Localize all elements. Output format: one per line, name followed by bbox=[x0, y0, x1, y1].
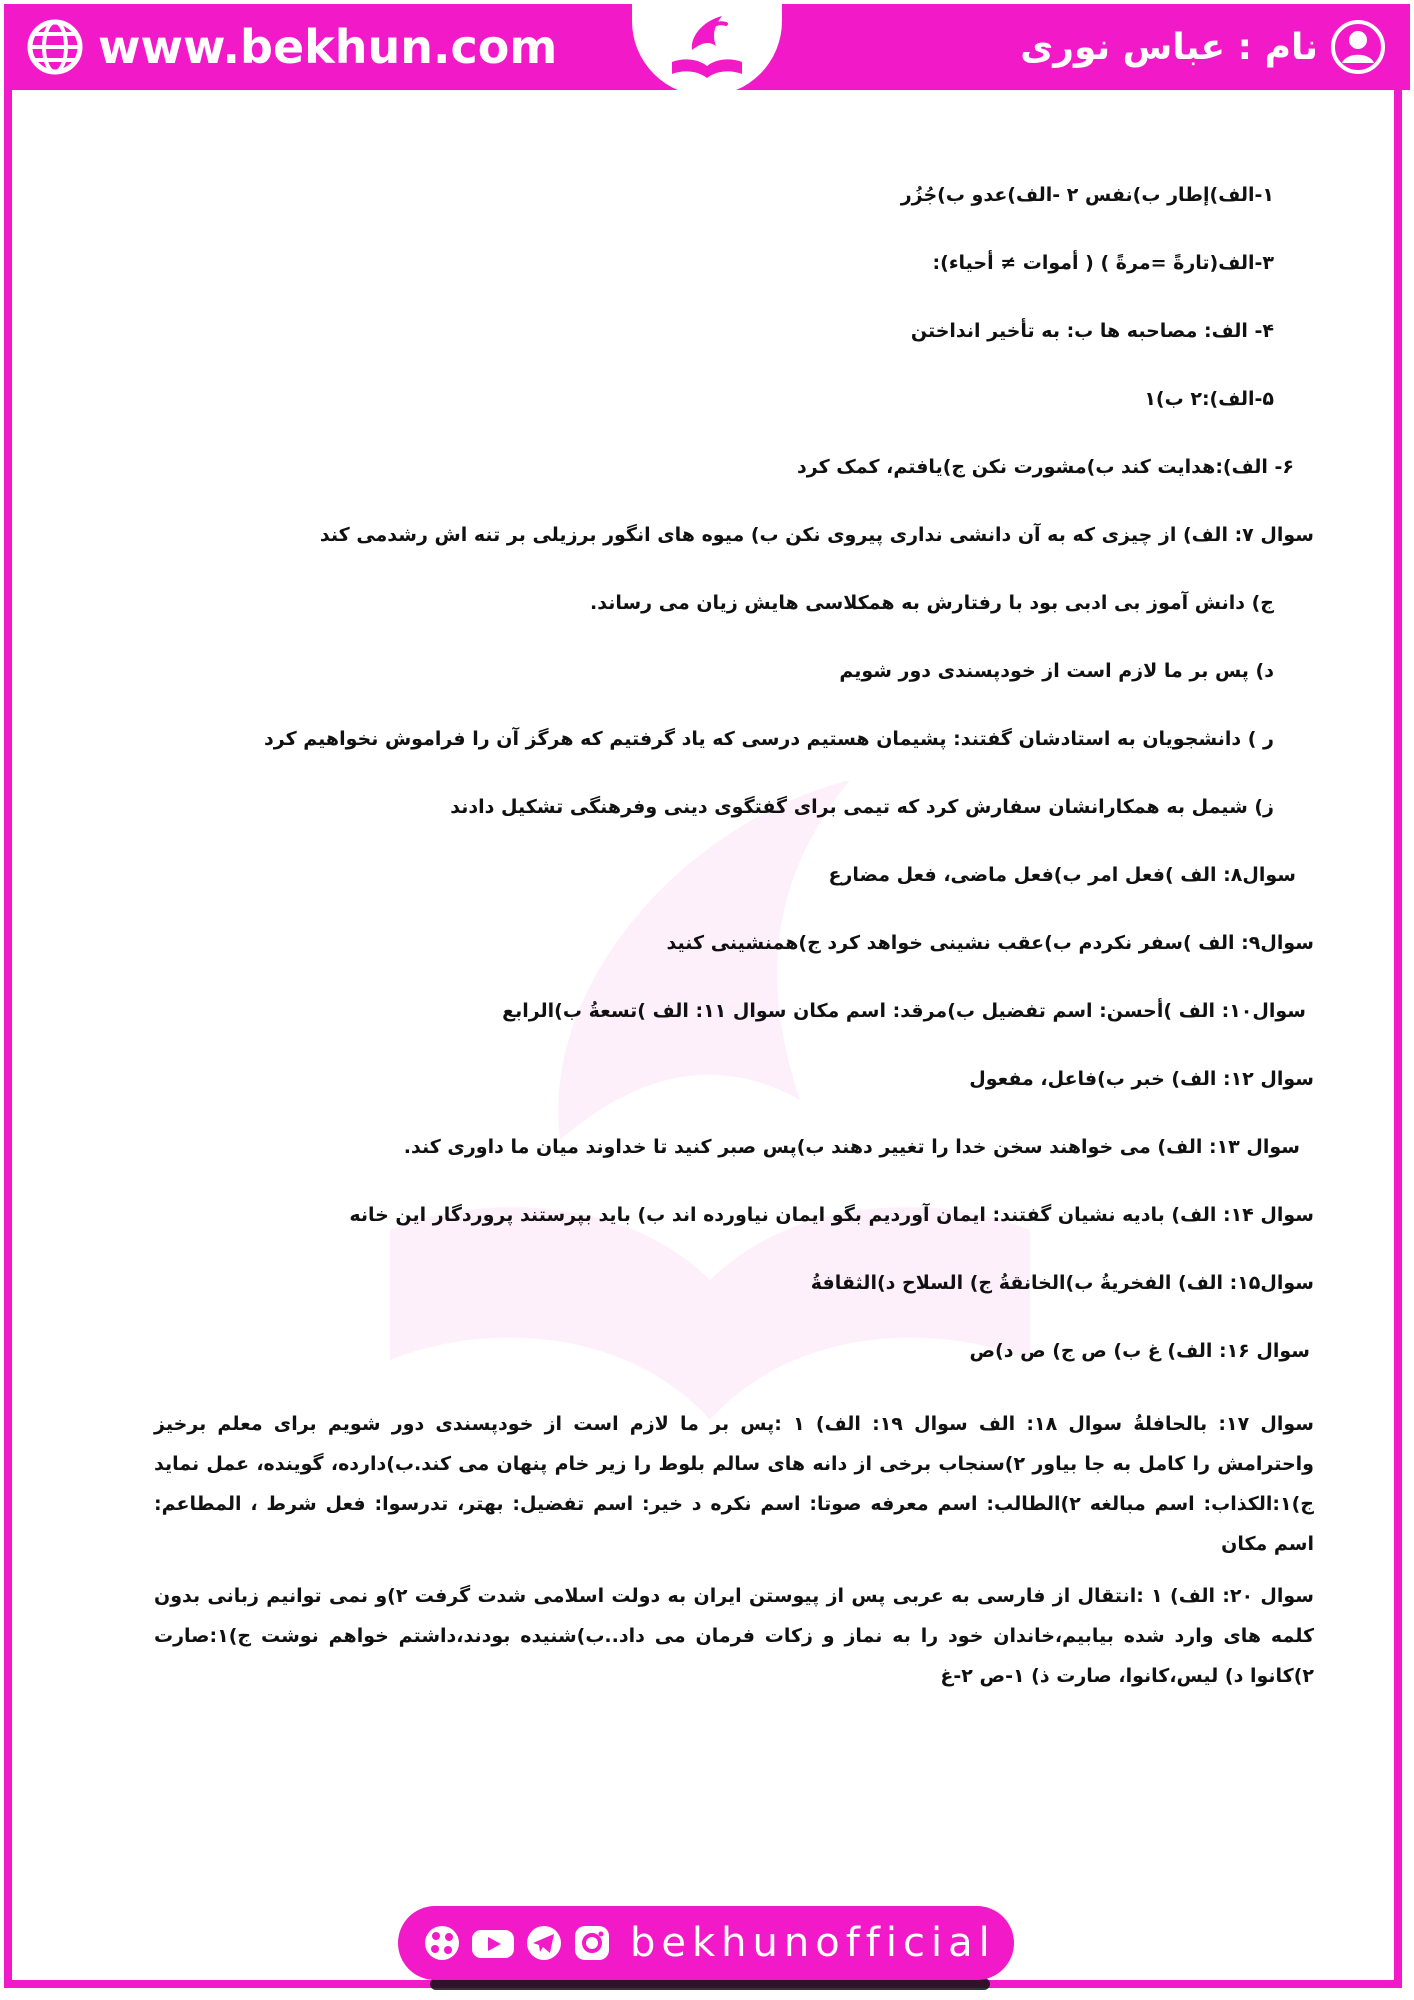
answer-line-7z: ز) شیمل به همکارانشان سفارش کرد که تیمی برای گفتگوی دینی وفرهنگی تشکیل دادند bbox=[450, 796, 1274, 818]
answer-line-10: سوال۱۰: الف )أحسن: اسم تفضیل ب)مرقد: اسم مکان سوال ۱۱: الف )تسعةُ ب)الرابع bbox=[502, 1000, 1306, 1022]
answer-line-6: ۶- الف):هدایت کند ب)مشورت نکن ج)یافتم، کمک کرد bbox=[797, 456, 1294, 478]
answer-line-12: سوال ۱۲: الف) خبر ب)فاعل، مفعول bbox=[969, 1068, 1314, 1090]
social-icons bbox=[422, 1923, 612, 1963]
instagram-icon[interactable] bbox=[572, 1923, 612, 1963]
youtube-icon[interactable] bbox=[470, 1923, 516, 1963]
user-icon bbox=[1330, 19, 1386, 75]
answer-line-7d: د) پس بر ما لازم است از خودپسندی دور شویم bbox=[839, 660, 1274, 682]
answer-line-7c: ج) دانش آموز بی ادبی بود با رفتارش به همکلاسی هایش زیان می رساند. bbox=[590, 592, 1274, 614]
answer-line-14: سوال ۱۴: الف) بادیه نشیان گفتند: ایمان آوردیم بگو ایمان نیاورده اند ب) باید بپرستند پروردگار این خانه bbox=[349, 1204, 1314, 1226]
website-text: www.bekhun.com bbox=[98, 20, 558, 74]
author-name-text: نام : عباس نوری bbox=[1020, 26, 1318, 68]
answer-paragraph-20: سوال ۲۰: الف) ۱ :انتقال از فارسی به عربی پس از پیوستن ایران به دولت اسلامی شدت گرفت ۲)و نمی توانیم زبانی بدون کلمه های وارد شده بیابیم،خاندان خود را به نماز و زکات فرمان می داد..ب)شنیده بودند،داشتم خواهم نوشت ج)۱:صارت ۲)کانوا د) لیس،کانوا، صارت ذ) ۱-ص ۲-غ bbox=[154, 1585, 1314, 1687]
answer-line-4: ۴- الف: مصاحبه ها ب: به تأخیر انداختن bbox=[910, 320, 1274, 342]
answer-line-16: سوال ۱۶: الف) غ ب) ص ج) ص د)ص bbox=[969, 1340, 1310, 1362]
answer-paragraph-17: سوال ۱۷: بالحافلةُ سوال ۱۸: الف سوال ۱۹: الف) ۱ :پس بر ما لازم است از خودپسندی دور شویم برای معلم برخیز واحترامش را کامل به جا بیاور ۲)سنجاب برخی از دانه های سالم بلوط را زیر خام پنهان می کند.ب)دارده، گوینده، عمل نماید ج)۱:الکذاب: اسم مبالغه ۲)الطالب: اسم معرفه صوتا: اسم نکره د خیر: اسم تفضیل: بهتر، تدرسوا: فعل شرط ، المطاعم: اسم مکان bbox=[154, 1413, 1314, 1555]
answer-line-1: ۱-الف)إطار ب)نفس ۲ -الف)عدو ب)جُزُر bbox=[900, 184, 1274, 206]
answer-line-7r: ر ) دانشجویان به استادشان گفتند: پشیمان هستیم درسی که یاد گرفتیم که هرگز آن را فراموش نخواهیم کرد bbox=[264, 728, 1274, 750]
answer-line-3: ۳-الف(تارةً =مرةً ) ( أموات ≠ أحياء): bbox=[932, 252, 1274, 274]
social-footer bbox=[398, 1906, 1014, 1980]
answer-line-13: سوال ۱۳: الف) می خواهند سخن خدا را تغییر دهند ب)پس صبر کنید تا خداوند میان ما داوری کند. bbox=[403, 1136, 1300, 1158]
author-name bbox=[1020, 18, 1386, 76]
website-link[interactable] bbox=[26, 18, 557, 76]
answer-line-15: سوال۱۵: الف) الفخریةُ ب)الخانقةُ ج) السلاح د)الثقافةُ bbox=[810, 1272, 1314, 1294]
answer-line-5: ۵-الف):۲ ب)۱ bbox=[1144, 388, 1274, 410]
aparat-icon[interactable] bbox=[422, 1923, 462, 1963]
telegram-icon[interactable] bbox=[524, 1923, 564, 1963]
answer-line-9: سوال۹: الف )سفر نکردم ب)عقب نشینی خواهد کرد ج)همنشینی کنید bbox=[666, 932, 1314, 954]
book-logo-icon bbox=[662, 6, 752, 88]
answer-line-8: سوال۸: الف )فعل امر ب)فعل ماضی، فعل مضارع bbox=[828, 864, 1296, 886]
answer-line-7: سوال ۷: الف) از چیزی که به آن دانشی نداری پیروی نکن ب) میوه های انگور برزیلی بر تنه اش رشدمی کند bbox=[319, 524, 1314, 546]
globe-icon bbox=[26, 18, 84, 76]
social-handle[interactable]: bekhunofficial bbox=[630, 1920, 996, 1966]
